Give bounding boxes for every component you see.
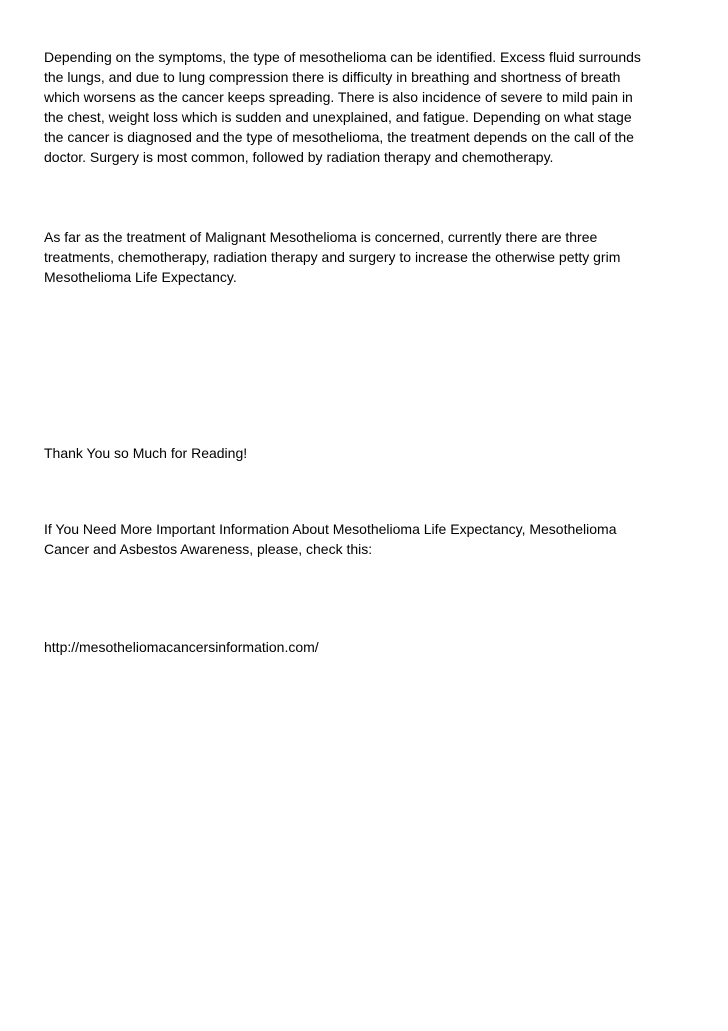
paragraph-treatment: As far as the treatment of Malignant Mesothelioma is concerned, currently there are three treatments, chemotherapy, radiation therapy and surgery to increase the otherwise petty grim Mesothelioma Life Expectancy. bbox=[44, 229, 621, 285]
paragraph-symptoms: Depending on the symptoms, the type of mesothelioma can be identified. Excess fluid surrounds the lungs, and due to lung compression there is difficulty in breathing and shortness of breath which worsens as the cancer keeps spreading. There is also incidence of severe to mild pain in the chest, weight loss which is sudden and unexplained, and fatigue. Depending on what stage the cancer is diagnosed and the type of mesothelioma, the treatment depends on the call of the doctor. Surgery is most common, followed by radiation therapy and chemotherapy. bbox=[44, 49, 641, 165]
paragraph-thank-you: Thank You so Much for Reading! bbox=[44, 445, 248, 461]
website-link-paragraph bbox=[44, 637, 694, 657]
website-link[interactable]: http://mesotheliomacancersinformation.com/ bbox=[44, 639, 319, 655]
paragraph-more-info: If You Need More Important Information About Mesothelioma Life Expectancy, Mesothelioma Cancer and Asbestos Awareness, please, check this: bbox=[44, 521, 617, 557]
